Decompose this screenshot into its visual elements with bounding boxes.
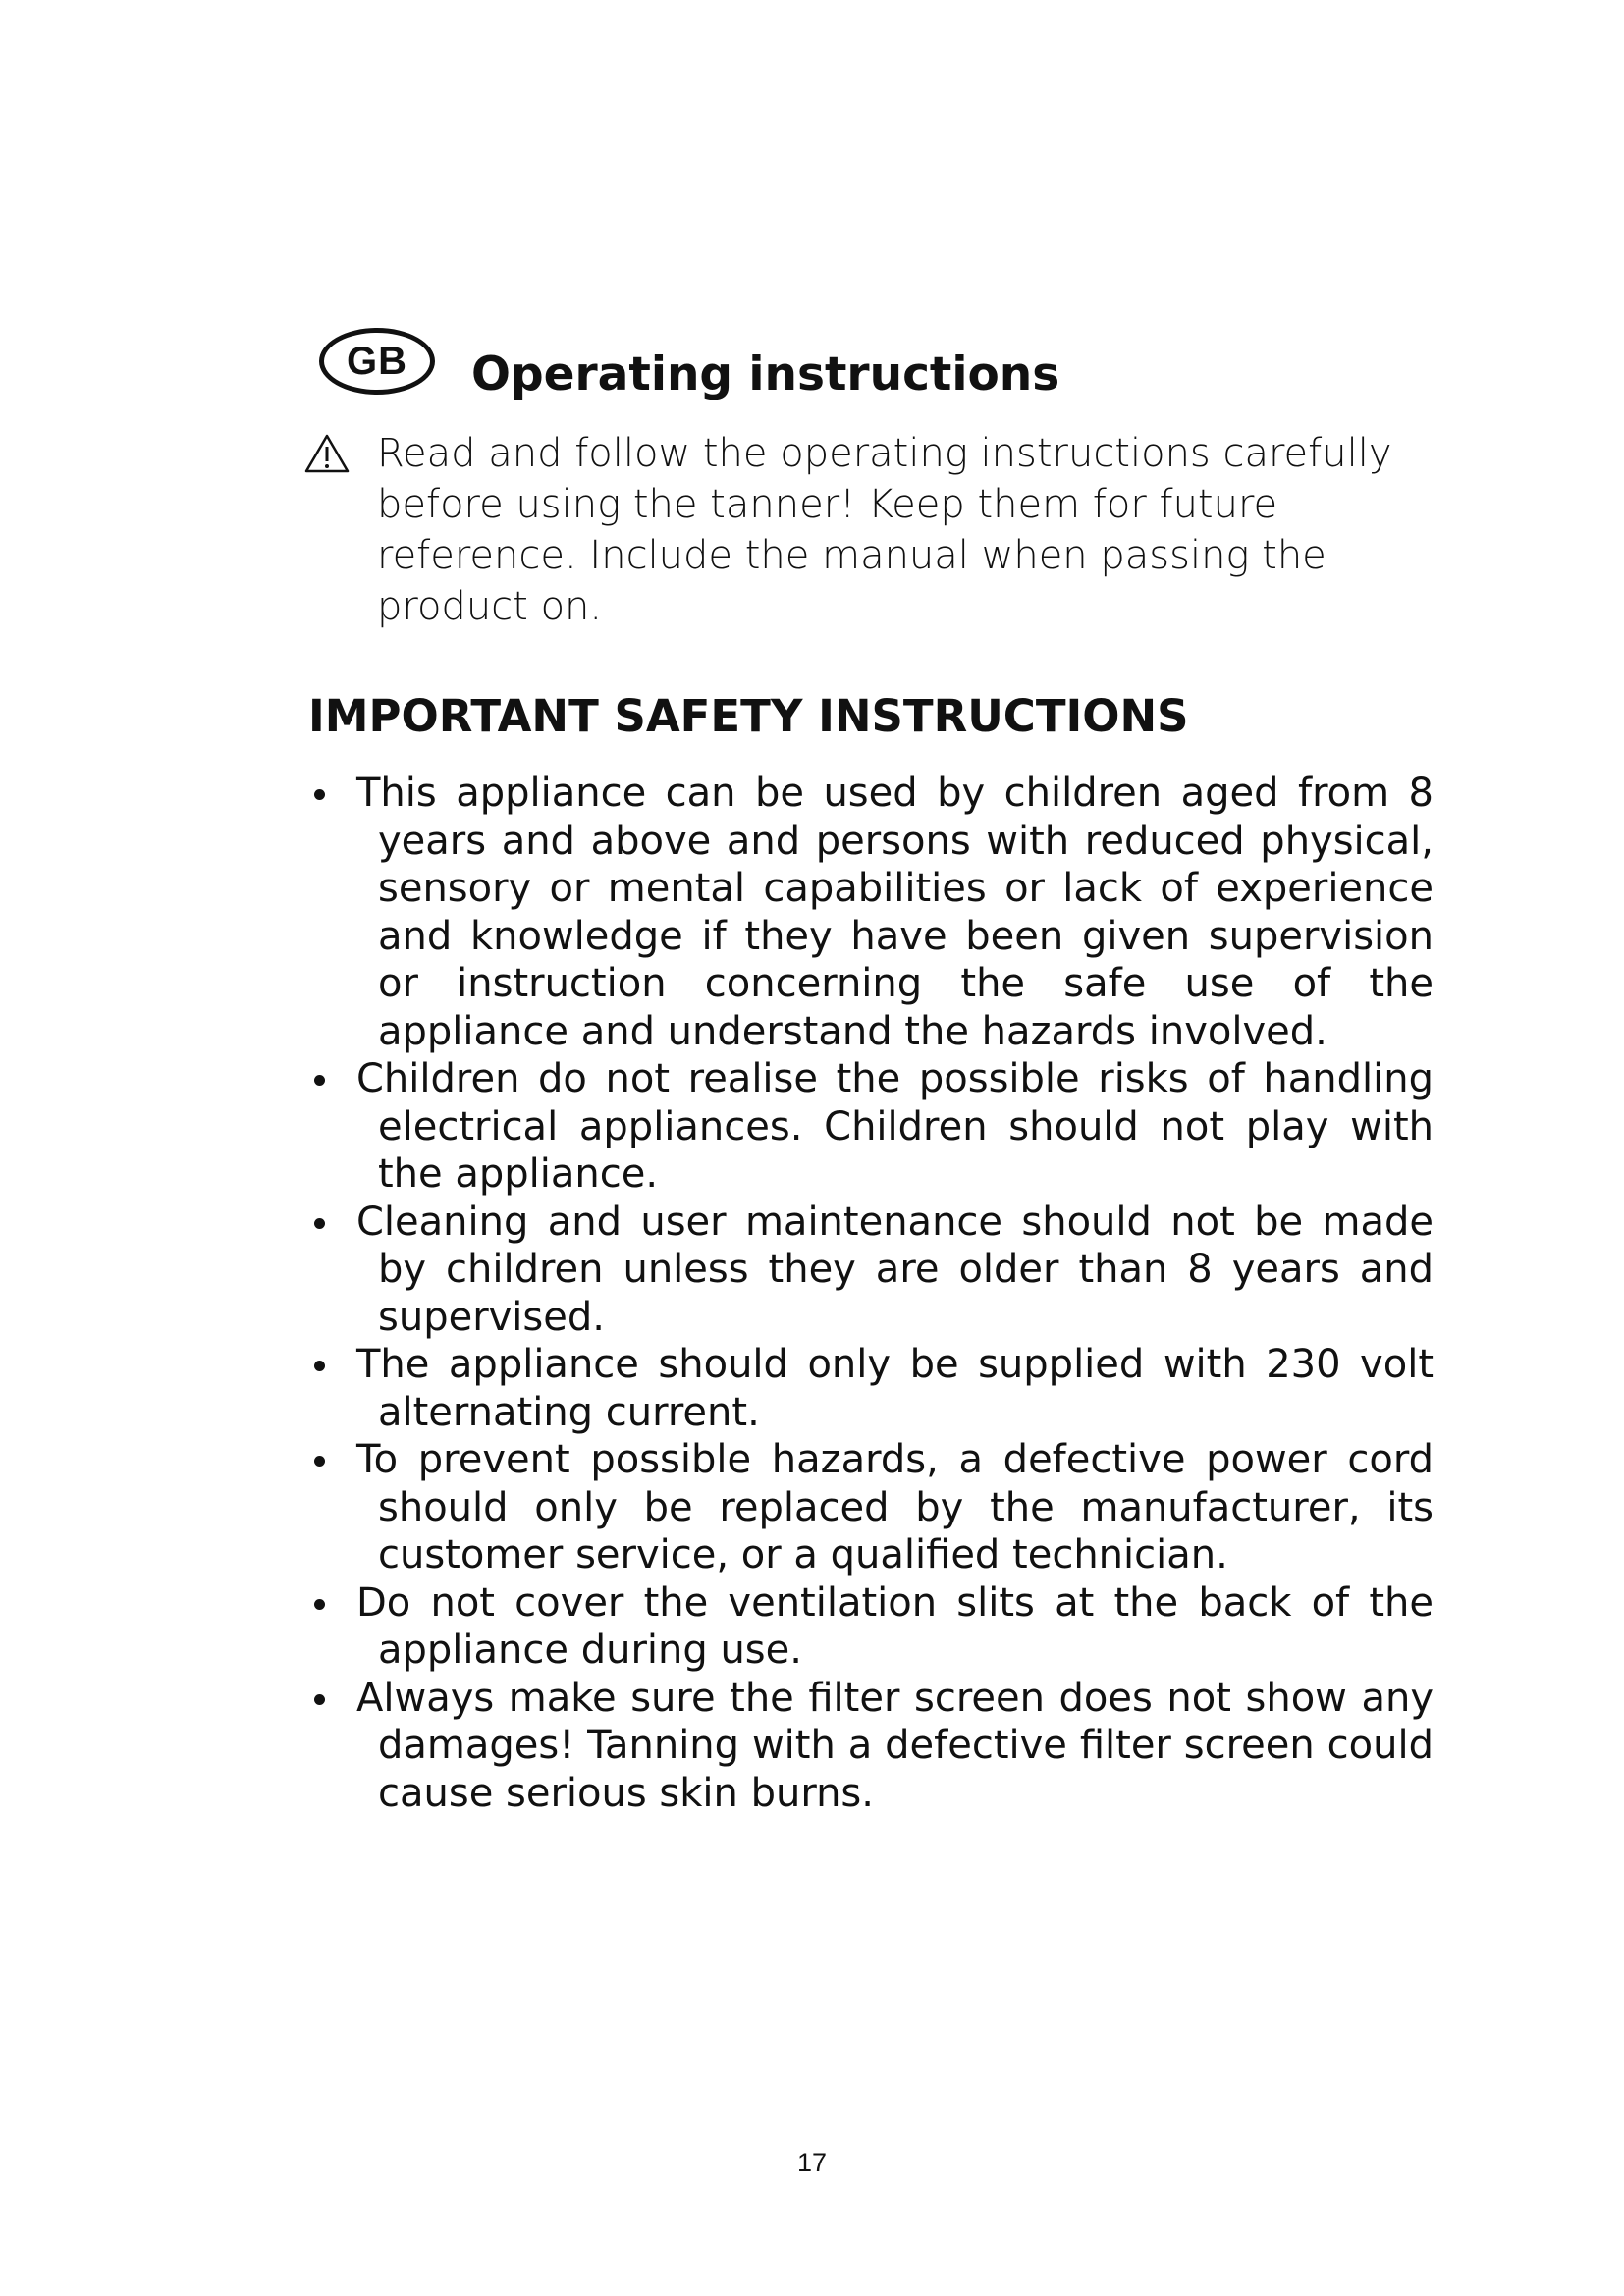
list-item [295, 1199, 1434, 1342]
list-item [295, 1055, 1434, 1199]
list-item [295, 1579, 1434, 1675]
bullet-icon [314, 1599, 325, 1610]
bullet-icon [314, 1361, 325, 1371]
list-item [295, 770, 1434, 1055]
list-item-text: Always make sure the filter screen does not show any damages! Tanning with a defective filter screen could cause serious skin burns. [356, 1675, 1434, 1816]
list-item-text: Cleaning and user maintenance should not be made by children unless they are older than 8 years and supervised. [356, 1199, 1434, 1340]
page-header [319, 316, 1399, 414]
list-item-text: This appliance can be used by children aged from 8 years and above and persons with reduced physical, sensory or mental capabilities or lack of experience and knowledge if they have been given supervision or instruction concerning the safe use of the appliance and understand the hazards involved. [356, 771, 1434, 1054]
warning-triangle-icon [304, 434, 350, 473]
list-item [295, 1341, 1434, 1436]
list-item-text: The appliance should only be supplied with 230 volt alternating current. [356, 1342, 1434, 1435]
list-item-text: Children do not realise the possible risks of handling electrical appliances. Children should not play with the appliance. [356, 1056, 1434, 1197]
bullet-icon [314, 789, 325, 800]
bullet-icon [314, 1075, 325, 1086]
list-item [295, 1436, 1434, 1579]
bullet-icon [314, 1694, 325, 1705]
bullet-icon [314, 1218, 325, 1229]
section-heading: IMPORTANT SAFETY INSTRUCTIONS [308, 690, 1189, 742]
safety-instructions-list [295, 770, 1434, 1817]
list-item [295, 1675, 1434, 1818]
intro-text: Read and follow the operating instructions carefully before using the tanner! Keep them for future reference. Include the manual when passing the product on. [377, 431, 1392, 629]
list-item-text: To prevent possible hazards, a defective power cord should only be replaced by the manufacturer, its customer service, or a qualified technician. [356, 1437, 1434, 1577]
gb-country-badge: GB [319, 328, 435, 395]
page-title: Operating instructions [471, 347, 1060, 401]
bullet-icon [314, 1456, 325, 1467]
page-number: 17 [796, 2148, 828, 2177]
list-item-text: Do not cover the ventilation slits at the back of the appliance during use. [356, 1579, 1434, 1673]
